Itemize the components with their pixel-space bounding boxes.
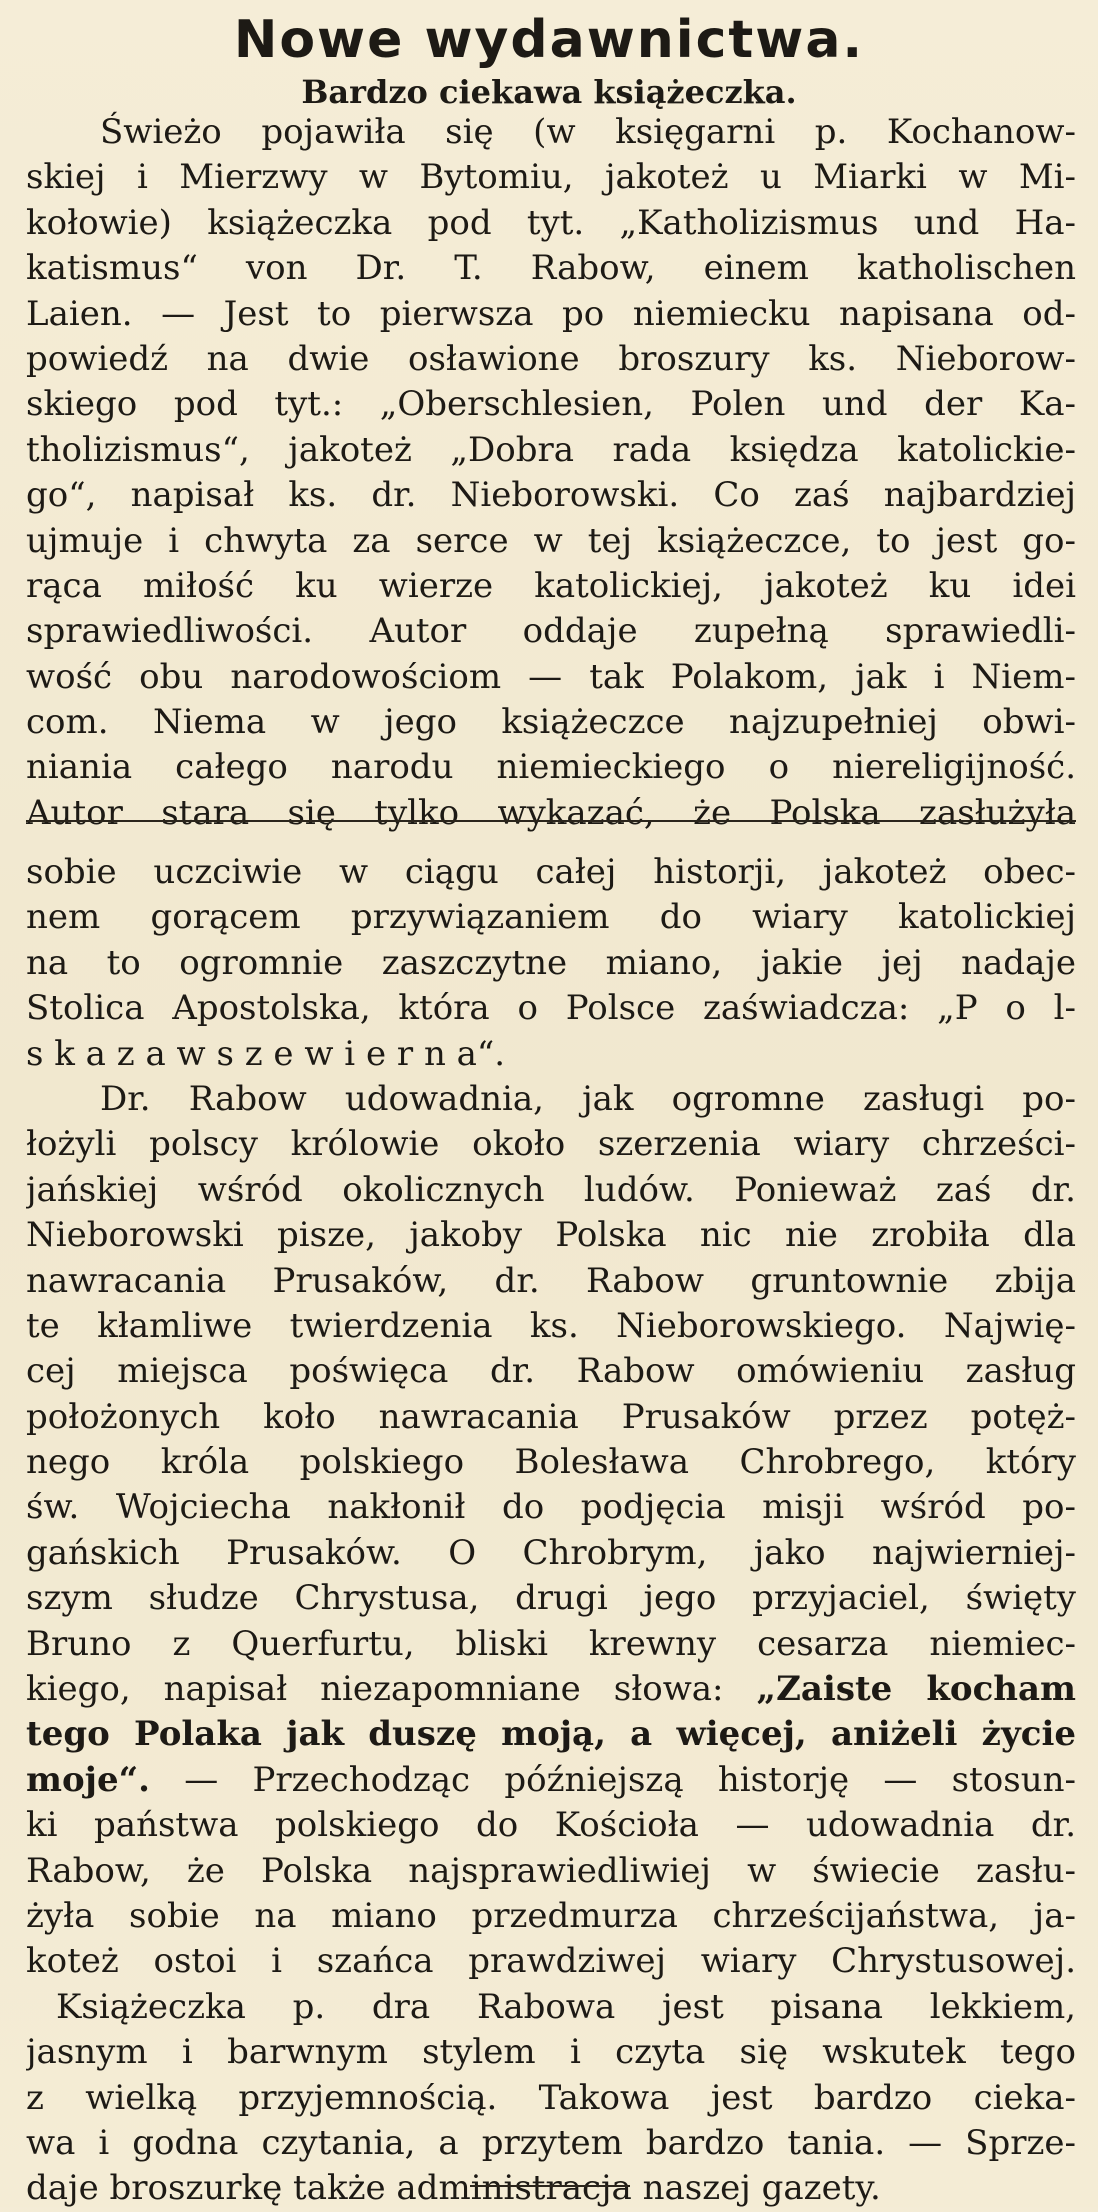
text-line: katismus“ von Dr. T. Rabow, einem katholischen	[26, 248, 1076, 289]
text-line: św. Wojciecha nakłonił do podjęcia misji wśród po-	[26, 1487, 1076, 1528]
text-line: Świeżo pojawiła się (w księgarni p. Kochanow-	[100, 112, 1076, 152]
text-line	[26, 1758, 1076, 1803]
text-line: Bruno z Querfurtu, bliski krewny cesarza niemiec-	[26, 1623, 1076, 1664]
text-line: położonych koło nawracania Prusaków przez potęż-	[26, 1396, 1076, 1437]
bold-quote-segment: tego Polaka jak duszę moją, a więcej, aniżeli życie	[26, 1714, 1076, 1755]
text-line: Autor stara się tylko wykazać, że Polska zasłużyła	[26, 792, 1076, 833]
text-line: nawracania Prusaków, dr. Rabow gruntownie zbija	[26, 1260, 1076, 1301]
text-line: wość obu narodowościom — tak Polakom, jak i Niem-	[26, 656, 1076, 697]
text-line: Stolica Apostolska, która o Polsce zaświadcza: „P o l-	[26, 988, 1076, 1029]
text-line: na to ogromnie zaszczytne miano, jakie jej nadaje	[26, 942, 1076, 983]
text-line: ujmuje i chwyta za serce w tej książeczce, to jest go-	[26, 520, 1076, 561]
text-line: wa i godna czytania, a przytem bardzo tania. — Sprze-	[26, 2122, 1076, 2163]
text-line: skiego pod tyt.: „Oberschlesien, Polen und der Ka-	[26, 384, 1076, 425]
text-line: com. Niema w jego książeczce najzupełniej obwi-	[26, 702, 1076, 743]
text-line: Dr. Rabow udowadnia, jak ogromne zasługi po-	[100, 1078, 1076, 1119]
text-line: nego króla polskiego Bolesława Chrobrego, który	[26, 1442, 1076, 1483]
text-line: Książeczka p. dra Rabowa jest pisana lekkiem,	[56, 1986, 1076, 2027]
text-line: sprawiedliwości. Autor oddaje zupełną sprawiedli-	[26, 611, 1076, 652]
text-line: s k a z a w s z e w i e r n a“.	[26, 1033, 506, 1074]
text-segment: kiego, napisał niezapomniane słowa:	[26, 1669, 724, 1710]
text-line	[26, 1667, 1076, 1712]
text-line: jasnym i barwnym stylem i czyta się wskutek tego	[26, 2032, 1076, 2073]
text-line: z wielką przyjemnością. Takowa jest bardzo cieka-	[26, 2077, 1076, 2118]
text-line: go“, napisał ks. dr. Nieborowski. Co zaś najbardziej	[26, 475, 1076, 516]
text-line: kołowie) książeczka pod tyt. „Katholizismus und Ha-	[26, 202, 1076, 243]
text-line: nem gorącem przywiązaniem do wiary katolickiej	[26, 897, 1076, 938]
text-line: Laien. — Jest to pierwsza po niemiecku napisana od-	[26, 293, 1076, 334]
text-line: cej miejsca poświęca dr. Rabow omówieniu zasług	[26, 1351, 1076, 1392]
column-break-rule	[26, 820, 1076, 822]
text-line: daje broszurkę także administracja naszej gazety.	[26, 2168, 881, 2209]
text-line: żyła sobie na miano przedmurza chrześcijaństwa, ja-	[26, 1895, 1076, 1936]
text-line: łożyli polscy królowie około szerzenia wiary chrześci-	[26, 1124, 1076, 1165]
end-of-article-rule	[470, 2185, 630, 2187]
article-subheadline: Bardzo ciekawa książeczka.	[301, 73, 797, 111]
text-line: skiej i Mierzwy w Bytomiu, jakoteż u Miarki w Mi-	[26, 157, 1076, 198]
article-column-2	[26, 850, 1076, 2212]
text-line	[26, 1712, 1076, 1757]
text-line: Rabow, że Polska najsprawiedliwiej w świecie zasłu-	[26, 1850, 1076, 1891]
text-line: tholizismus“, jakoteż „Dobra rada księdza katolickie-	[26, 429, 1076, 470]
article-column-1	[26, 110, 1076, 836]
text-line: koteż ostoi i szańca prawdziwej wiary Chrystusowej.	[26, 1941, 1076, 1982]
text-line: szym słudze Chrystusa, drugi jego przyjaciel, święty	[26, 1578, 1076, 1619]
article-headline: Nowe wydawnictwa.	[233, 10, 865, 70]
text-line: ki państwa polskiego do Kościoła — udowadnia dr.	[26, 1805, 1076, 1846]
text-line: jańskiej wśród okolicznych ludów. Ponieważ zaś dr.	[26, 1169, 1076, 1210]
text-line: gańskich Prusaków. O Chrobrym, jako najwierniej-	[26, 1532, 1076, 1573]
bold-quote-segment: „Zaiste kocham	[756, 1669, 1076, 1710]
text-line: te kłamliwe twierdzenia ks. Nieborowskiego. Najwię-	[26, 1305, 1076, 1346]
bold-quote-segment: moje“.	[26, 1759, 150, 1800]
text-line: niania całego narodu niemieckiego o niereligijność.	[26, 747, 1076, 788]
text-line: sobie uczciwie w ciągu całej historji, jakoteż obec-	[26, 852, 1076, 892]
text-segment: — Przechodząc późniejszą historję — stosun-	[184, 1759, 1076, 1800]
text-line: powiedź na dwie osławione broszury ks. Nieborow-	[26, 338, 1076, 379]
text-line: rąca miłość ku wierze katolickiej, jakoteż ku idei	[26, 565, 1076, 606]
text-line: Nieborowski pisze, jakoby Polska nic nie zrobiła dla	[26, 1215, 1076, 1256]
